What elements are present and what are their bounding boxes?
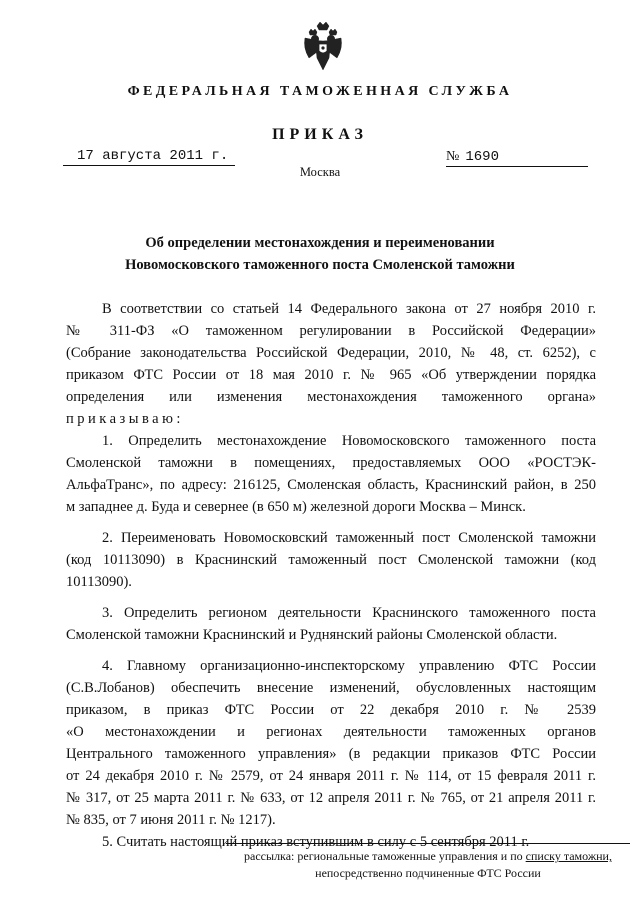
item-3-line: Смоленской таможни Краснинский и Руднянский районы Смоленской области. <box>66 627 558 643</box>
document-heading <box>90 232 550 276</box>
item-4-line: Центрального таможенного управления» (в редакции приказов ФТС России <box>66 746 596 762</box>
item-2-line: 10113090). <box>66 574 132 590</box>
item-4-line: № 835, от 7 июня 2011 г. № 1217). <box>66 812 276 828</box>
item-1-line: АльфаТранс», по адресу: 216125, Смоленская область, Краснинский район, в 250 <box>66 477 596 493</box>
body-line: приказом ФТС России от 18 мая 2010 г. № 965 «Об утверждении порядка <box>66 367 596 383</box>
item-1-line: 1. Определить местонахождение Новомосковского таможенного поста <box>102 433 596 449</box>
item-4-line: 4. Главному организационно-инспекторскому управлению ФТС России <box>102 658 596 674</box>
distribution-prefix: рассылка: региональные таможенные управления и по <box>244 849 526 863</box>
item-2-line: (код 10113090) в Краснинский таможенный пост Смоленской таможни (код <box>66 552 596 568</box>
item-4-line: № 317, от 25 марта 2011 г. № 633, от 12 апреля 2011 г. № 765, от 21 апреля 2011 г. <box>66 790 596 806</box>
footer-divider <box>226 843 630 844</box>
distribution-list-link: списку таможни, <box>525 849 612 863</box>
distribution-line-1 <box>226 848 630 865</box>
order-number-prefix: № <box>446 149 460 164</box>
heading-line: Об определении местонахождения и переименовании <box>145 235 495 251</box>
item-4-line: (С.В.Лобанов) обеспечить внесение изменений, обусловленных настоящим <box>66 680 596 696</box>
item-5-line: 5. Считать настоящий приказ вступившим в силу с 5 сентября 2011 г. <box>102 834 530 850</box>
distribution-note <box>226 848 630 882</box>
item-4-line: приказом, в приказ ФТС России от 22 декабря 2010 г. № 2539 <box>66 702 596 718</box>
distribution-line-2: непосредственно подчиненные ФТС России <box>315 866 541 880</box>
item-4-line: от 24 декабря 2010 г. № 2579, от 24 января 2011 г. № 114, от 15 февраля 2011 г. <box>66 768 596 784</box>
heading-line: Новомосковского таможенного поста Смоленской таможни <box>125 257 515 273</box>
item-3-line: 3. Определить регионом деятельности Краснинского таможенного поста <box>102 605 596 621</box>
body-line: определения или изменения местонахождения таможенного органа» <box>66 389 596 405</box>
agency-name: ФЕДЕРАЛЬНАЯ ТАМОЖЕННАЯ СЛУЖБА <box>127 84 513 99</box>
item-4-line: «О местонахождении и регионах деятельности таможенных органов <box>66 724 596 740</box>
item-2-line: 2. Переименовать Новомосковский таможенный пост Смоленской таможни <box>102 530 596 546</box>
item-1-line: Смоленской таможни в помещениях, предоставляемых ООО «РОСТЭК- <box>66 455 596 471</box>
order-title: ПРИКАЗ <box>272 126 368 143</box>
orders-word: приказываю: <box>66 411 184 427</box>
body-line: (Собрание законодательства Российской Федерации, 2010, № 48, ст. 6252), с <box>66 345 596 361</box>
item-1-line: м западнее д. Буда и севернее (в 650 м) железной дороги Москва – Минск. <box>66 499 526 515</box>
city: Москва <box>299 165 341 179</box>
body-line: № 311-ФЗ «О таможенном регулировании в Российской Федерации» <box>66 323 596 339</box>
order-number: 1690 <box>465 149 499 165</box>
russian-coat-of-arms-icon <box>303 20 343 74</box>
body-line: В соответствии со статьей 14 Федерального закона от 27 ноября 2010 г. <box>102 301 596 317</box>
order-date: 17 августа 2011 г. <box>63 149 235 166</box>
document-body <box>66 298 596 853</box>
